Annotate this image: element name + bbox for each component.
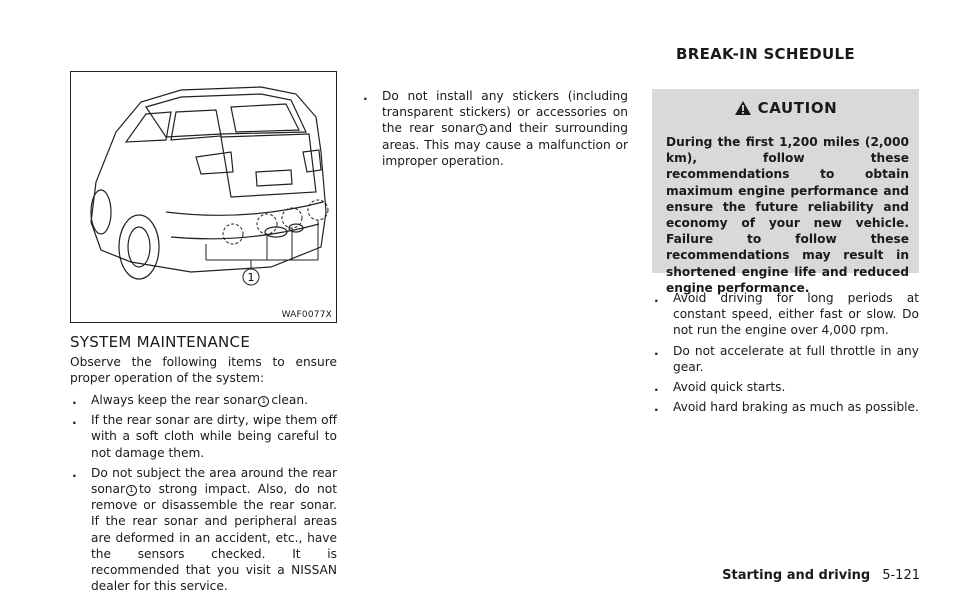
- list-item: . Avoid driving for long periods at constant speed, either fast or slow. Do not run the engine over 4,000 rpm.: [654, 291, 919, 338]
- list-item: . If the rear sonar are dirty, wipe them off with a soft cloth while being careful to not damage them.: [72, 413, 337, 460]
- callout-number: 1: [247, 271, 255, 284]
- sticker-warning-list: [361, 88, 628, 173]
- caution-box: [652, 89, 919, 295]
- callout-1-icon: 1: [476, 124, 487, 135]
- list-item: . Avoid hard braking as much as possible.: [654, 400, 919, 415]
- list-item: . Do not install any stickers (including transparent stickers) or accessories on the rear sonar 1 and their surrounding areas. This may cause a malfunction or improper operation.: [363, 89, 628, 168]
- caution-text: During the first 1,200 miles (2,000 km), follow these recommendations to obtain maximum engine performance and ensure the future reliability and economy of your new vehicle. Failure to follow these recommendations may result in shortened engine life and reduced engine performance.: [666, 135, 909, 295]
- warning-triangle-icon: [734, 100, 752, 116]
- footer-section-title: Starting and driving: [722, 568, 871, 583]
- list-item: . Always keep the rear sonar 1 clean.: [72, 393, 308, 407]
- callout-1-icon: 1: [126, 485, 137, 496]
- intro-paragraph: Observe the following items to ensure proper operation of the system:: [70, 355, 337, 386]
- list-item: . Avoid quick starts.: [654, 380, 786, 395]
- page-number: 5-121: [882, 568, 920, 583]
- list-item: . Do not accelerate at full throttle in any gear.: [654, 343, 919, 374]
- figure-code: WAF0077X: [281, 310, 332, 320]
- list-item: . Do not subject the area around the rear sonar 1 to strong impact. Also, do not remove or disassemble the rear sonar. If the rear sonar and peripheral areas are deformed in an accident, etc., have the sensors checked. It is recommended that you visit a NISSAN dealer for this service.: [72, 465, 337, 594]
- suv-rear-drawing: [71, 72, 336, 322]
- section-heading-break-in: BREAK-IN SCHEDULE: [676, 45, 855, 63]
- caution-title: CAUTION: [652, 99, 919, 117]
- rear-sonar-illustration: [70, 71, 337, 323]
- page-footer: [722, 568, 920, 583]
- section-heading-system-maintenance: SYSTEM MAINTENANCE: [70, 333, 251, 351]
- break-in-list: [652, 290, 919, 419]
- callout-1-icon: 1: [258, 396, 269, 407]
- maintenance-list: [70, 392, 337, 598]
